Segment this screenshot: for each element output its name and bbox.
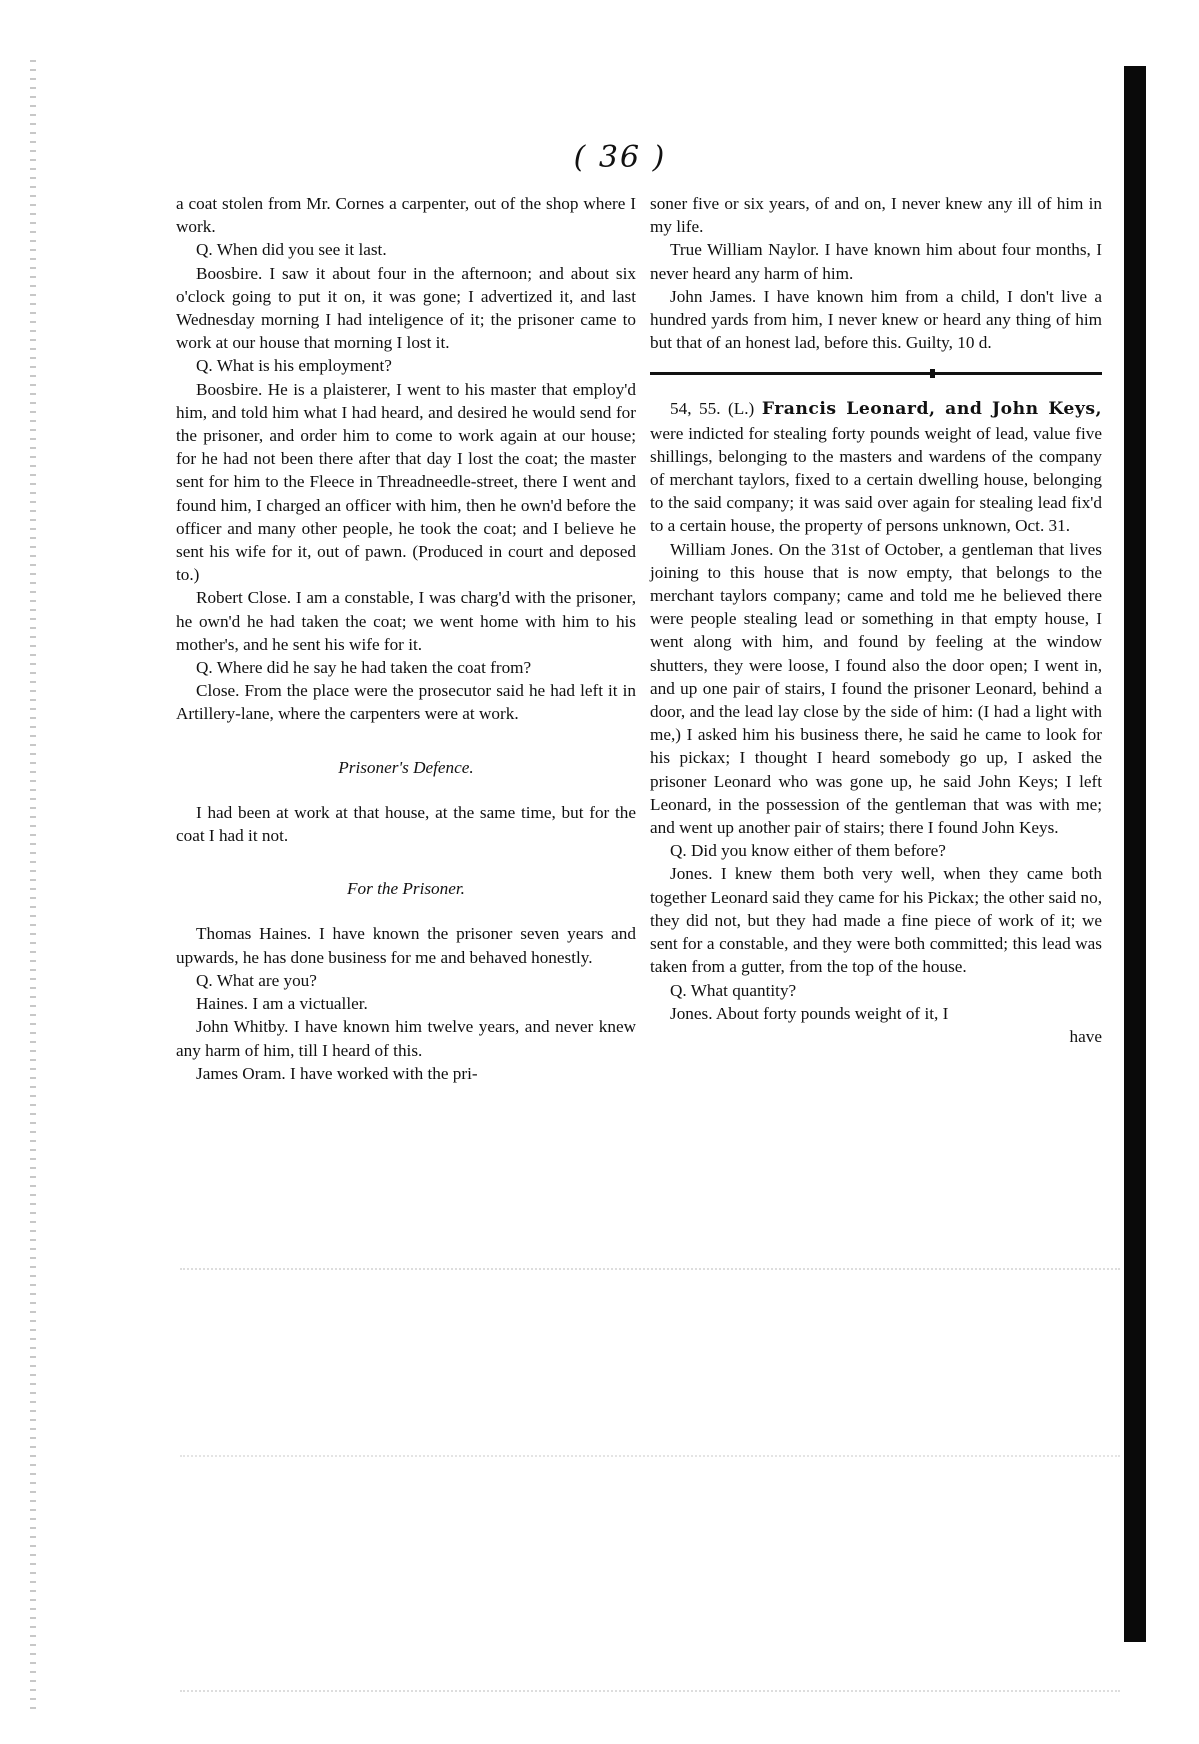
testimony-line: Q. Did you know either of them before? [670, 841, 946, 861]
case-entry [650, 397, 1102, 537]
right-column [650, 192, 1102, 1048]
text-line: soner five or six years, of and on, I never knew any ill of him in my life. [650, 194, 1102, 237]
for-prisoner-heading: For the Prisoner. [347, 879, 465, 899]
case-text: were indicted for stealing forty pounds weight of lead, value five shillings, belonging to the masters and wardens of the company of merchant taylors, fixed to a certain dwelling house, belonging to the said company; it was said over again for stealing lead fix'd to a certain house, the property of persons unknown, Oct. 31. [650, 423, 1102, 536]
scan-bar-right [1124, 66, 1146, 1642]
text-line: John James. I have known him from a child, I don't live a hundred yards from him, I never knew or heard any thing of him but that of an honest lad, before this. Guilty, 10 d. [650, 286, 1102, 353]
defence-heading: Prisoner's Defence. [338, 757, 474, 777]
witness-line: James Oram. I have worked with the pri- [196, 1063, 478, 1083]
text-line: True William Naylor. I have known him about four months, I never heard any harm of him. [650, 240, 1102, 283]
text-line: Boosbire. I saw it about four in the afternoon; and about six o'clock going to put it on, it was gone; I advertized it, and last Wednesday morning I had inteligence of it; the prisoner came to work at our house that morning I lost it. [176, 263, 636, 353]
case-number: 54, 55. (L.) [670, 399, 755, 419]
case-names: Francis Leonard, and John Keys, [761, 399, 1102, 420]
witness-line: Thomas Haines. I have known the prisoner seven years and upwards, he has done business for me and behaved honestly. [176, 924, 636, 967]
scan-edge-left [30, 60, 36, 1710]
witness-line: John Whitby. I have known him twelve years, and never knew any harm of him, till I heard of this. [176, 1017, 636, 1060]
text-line: Boosbire. He is a plaisterer, I went to his master that employ'd him, and told him what I had heard, and desired he would send for the prisoner, and order him to come to work again at our house; for he had not been there after that day I lost the coat; the master sent for him to the Fleece in Threadneedle-street, there I went and found him, I charged an officer with him, then he own'd before the officer and many other people, he took the coat; and I believe he sent his wife for it, out of pawn. (Produced in court and deposed to.) [176, 379, 636, 585]
text-line: a coat stolen from Mr. Cornes a carpenter, out of the shop where I work. [176, 194, 636, 237]
scan-noise [180, 1690, 1120, 1692]
text-line: Q. Where did he say he had taken the coat from? [196, 658, 532, 678]
catchword: have [1069, 1026, 1102, 1046]
testimony-line: Jones. I knew them both very well, when they came both together Leonard said they came for his Pickax; the other said no, they did not, but they had made a fine piece of work of it; we sent for a constable, and they were both committed; this lead was taken from a gutter, from the top of the house. [650, 864, 1102, 977]
testimony-line: Jones. About forty pounds weight of it, I [670, 1003, 949, 1023]
text-line: Close. From the place were the prosecutor said he had left it in Artillery-lane, where the carpenters were at work. [176, 681, 636, 724]
witness-line: Q. What are you? [196, 970, 317, 990]
page-number: ( 36 ) [573, 140, 667, 175]
text-line: Q. When did you see it last. [196, 240, 387, 260]
testimony-line: Q. What quantity? [670, 980, 797, 1000]
scan-noise [180, 1268, 1120, 1270]
text-line: Robert Close. I am a constable, I was charg'd with the prisoner, he own'd he had taken the coat; we went home with him to his mother's, and he sent his wife for it. [176, 588, 636, 654]
witness-line: Haines. I am a victualler. [196, 994, 368, 1014]
scan-noise [180, 1455, 1120, 1457]
defence-text: I had been at work at that house, at the same time, but for the coat I had it not. [176, 802, 636, 846]
testimony-line: William Jones. On the 31st of October, a gentleman that lives joining to this house that is now empty, that belongs to the merchant taylors company; came and told me he believed there were people stealing lead or something in that empty house, I went along with him, and found by feeling at the window shutters, they were loose, I found also the door open; I went in, and up one pair of stairs, I found the prisoner Leonard, behind a door, and the lead lay close by the side of him: (I had a light with me,) I asked him his business there, he said he came to look for his pickax; I thought I heard somebody go up, I asked the prisoner Leonard who was gone up, he said John Keys; I left Leonard, in the possession of the gentleman that was with me; and went up another pair of stairs; there I found John Keys. [650, 539, 1102, 838]
section-divider [650, 372, 1102, 375]
text-line: Q. What is his employment? [196, 356, 392, 376]
divider-ornament [930, 369, 935, 378]
left-column [176, 192, 636, 1085]
